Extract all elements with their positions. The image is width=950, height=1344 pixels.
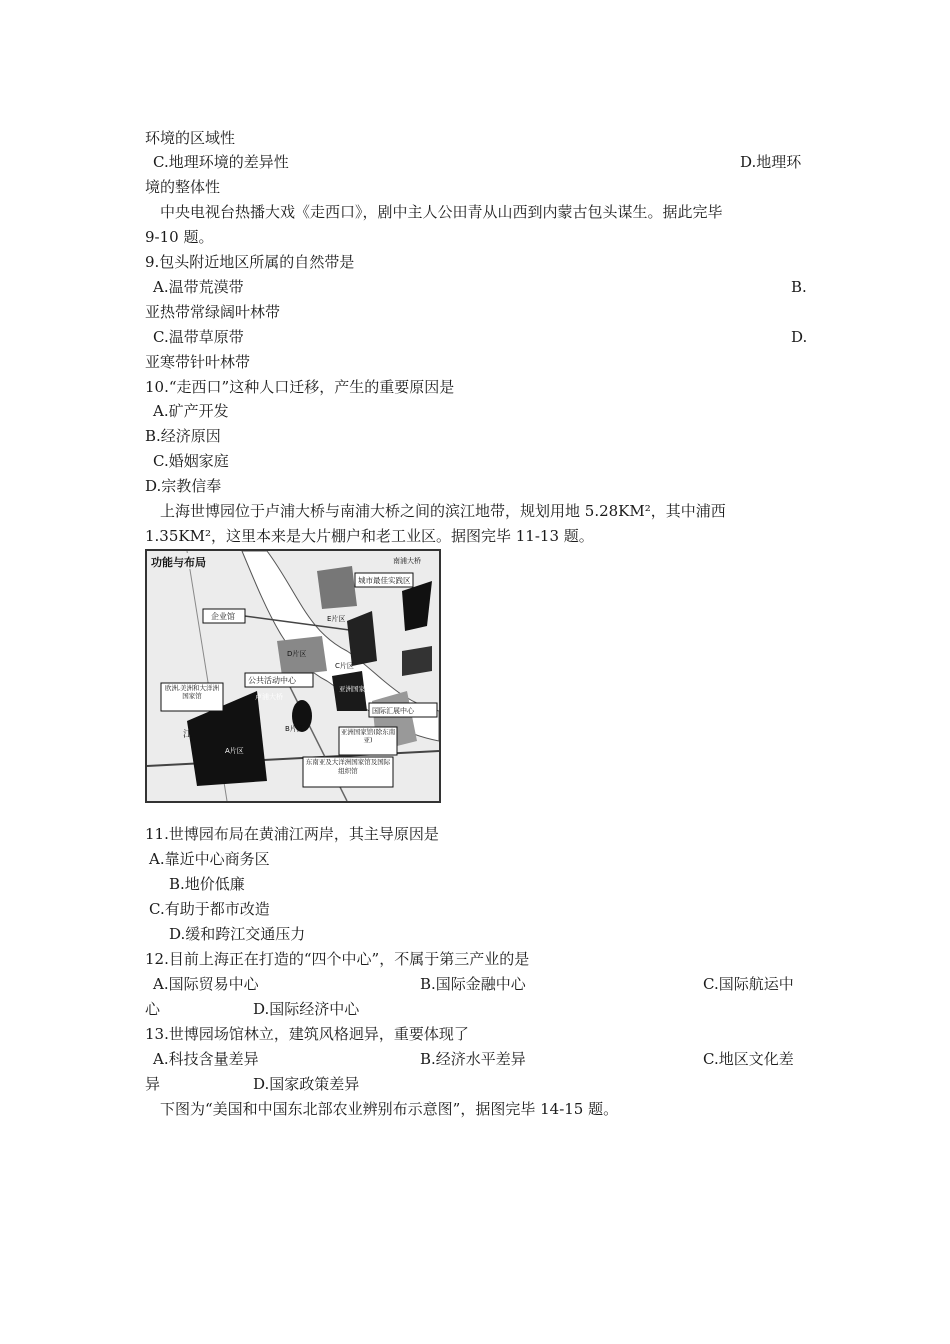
map-drawing — [147, 551, 439, 801]
option-c: C.温带草原带 — [153, 328, 244, 346]
option-a: A.矿产开发 — [153, 402, 229, 420]
question-13: 13.世博园场馆林立，建筑风格迥异，重要体现了 — [145, 1025, 469, 1043]
option-d: D.缓和跨江交通压力 — [169, 925, 306, 943]
option-d: D.国际经济中心 — [253, 1000, 360, 1018]
map-label-zone: 亚洲国家馆 — [339, 685, 372, 693]
option-a: A.国际贸易中心 — [153, 975, 259, 993]
passage: 9-10 题。 — [145, 228, 214, 246]
option-c: C.有助于都市改造 — [149, 900, 270, 918]
option-c: C.地理环境的差异性 — [153, 153, 289, 171]
passage: 中央电视台热播大戏《走西口》，剧中主人公田青从山西到内蒙古包头谋生。据此完毕 — [160, 203, 723, 221]
option-a: A.靠近中心商务区 — [149, 850, 270, 868]
option-d: D. — [791, 328, 808, 346]
option-a: A.科技含量差异 — [153, 1050, 259, 1068]
option-b-text: 亚热带常绿阔叶林带 — [145, 303, 281, 321]
question-9: 9.包头附近地区所属的自然带是 — [145, 253, 355, 271]
map-label-area: 江 — [183, 730, 193, 740]
map-label-area: B片区 — [285, 725, 304, 733]
option-d: D.地理环 — [740, 153, 802, 171]
map-label-zone: 亚洲国家馆(除东南亚) — [340, 728, 396, 744]
passage: 下图为“美国和中国东北部农业辨别布示意图”，据图完毕 14-15 题。 — [160, 1100, 619, 1118]
option-c: C.国际航运中 — [703, 975, 794, 993]
text-line: 环境的区域性 — [145, 129, 236, 147]
option-c-tail: 心 — [145, 1000, 161, 1018]
option-d-text: 亚寒带针叶林带 — [145, 353, 251, 371]
map-label-area: D片区 — [287, 650, 307, 658]
passage: 1.35KM²，这里本来是大片棚户和老工业区。据图完毕 11-13 题。 — [145, 527, 594, 545]
option-b: B.国际金融中心 — [420, 975, 526, 993]
map-label-area: A片区 — [225, 747, 244, 755]
map-label-area: C片区 — [335, 662, 354, 670]
map-label-zone: 欧洲,美洲和大洋洲国家馆 — [164, 684, 220, 700]
text-line: 境的整体性 — [145, 178, 221, 196]
option-b: B.经济原因 — [145, 427, 221, 445]
map-label-zone: 卢浦大桥 — [255, 693, 283, 701]
question-10: 10.“走西口”这种人口迁移，产生的重要原因是 — [145, 378, 455, 396]
map-label-zone: 东南亚及大洋洲国家馆及国际组织馆 — [305, 758, 391, 775]
expo-layout-map — [145, 549, 441, 803]
map-label-zone: 企业馆 — [211, 612, 235, 621]
map-label-zone: 城市最佳实践区 — [358, 576, 411, 585]
map-label-zone: 公共活动中心 — [248, 676, 296, 685]
option-a: A.温带荒漠带 — [153, 278, 244, 296]
option-c: C.地区文化差 — [703, 1050, 794, 1068]
option-d: D.国家政策差异 — [253, 1075, 360, 1093]
option-b: B. — [791, 278, 807, 296]
question-11: 11.世博园布局在黄浦江两岸，其主导原因是 — [145, 825, 439, 843]
option-c-tail: 异 — [145, 1075, 161, 1093]
option-b: B.经济水平差异 — [420, 1050, 526, 1068]
passage: 上海世博园位于卢浦大桥与南浦大桥之间的滨江地带，规划用地 5.28KM²，其中浦西 — [160, 502, 726, 520]
map-label-bridge: 南浦大桥 — [393, 557, 421, 565]
map-label-area: E片区 — [327, 615, 346, 623]
option-c: C.婚姻家庭 — [153, 452, 229, 470]
map-label-zone: 国际汇展中心 — [372, 707, 414, 715]
option-d: D.宗教信奉 — [145, 477, 222, 495]
option-b: B.地价低廉 — [169, 875, 245, 893]
map-title: 功能与布局 — [151, 556, 206, 569]
question-12: 12.目前上海正在打造的“四个中心”，不属于第三产业的是 — [145, 950, 530, 968]
